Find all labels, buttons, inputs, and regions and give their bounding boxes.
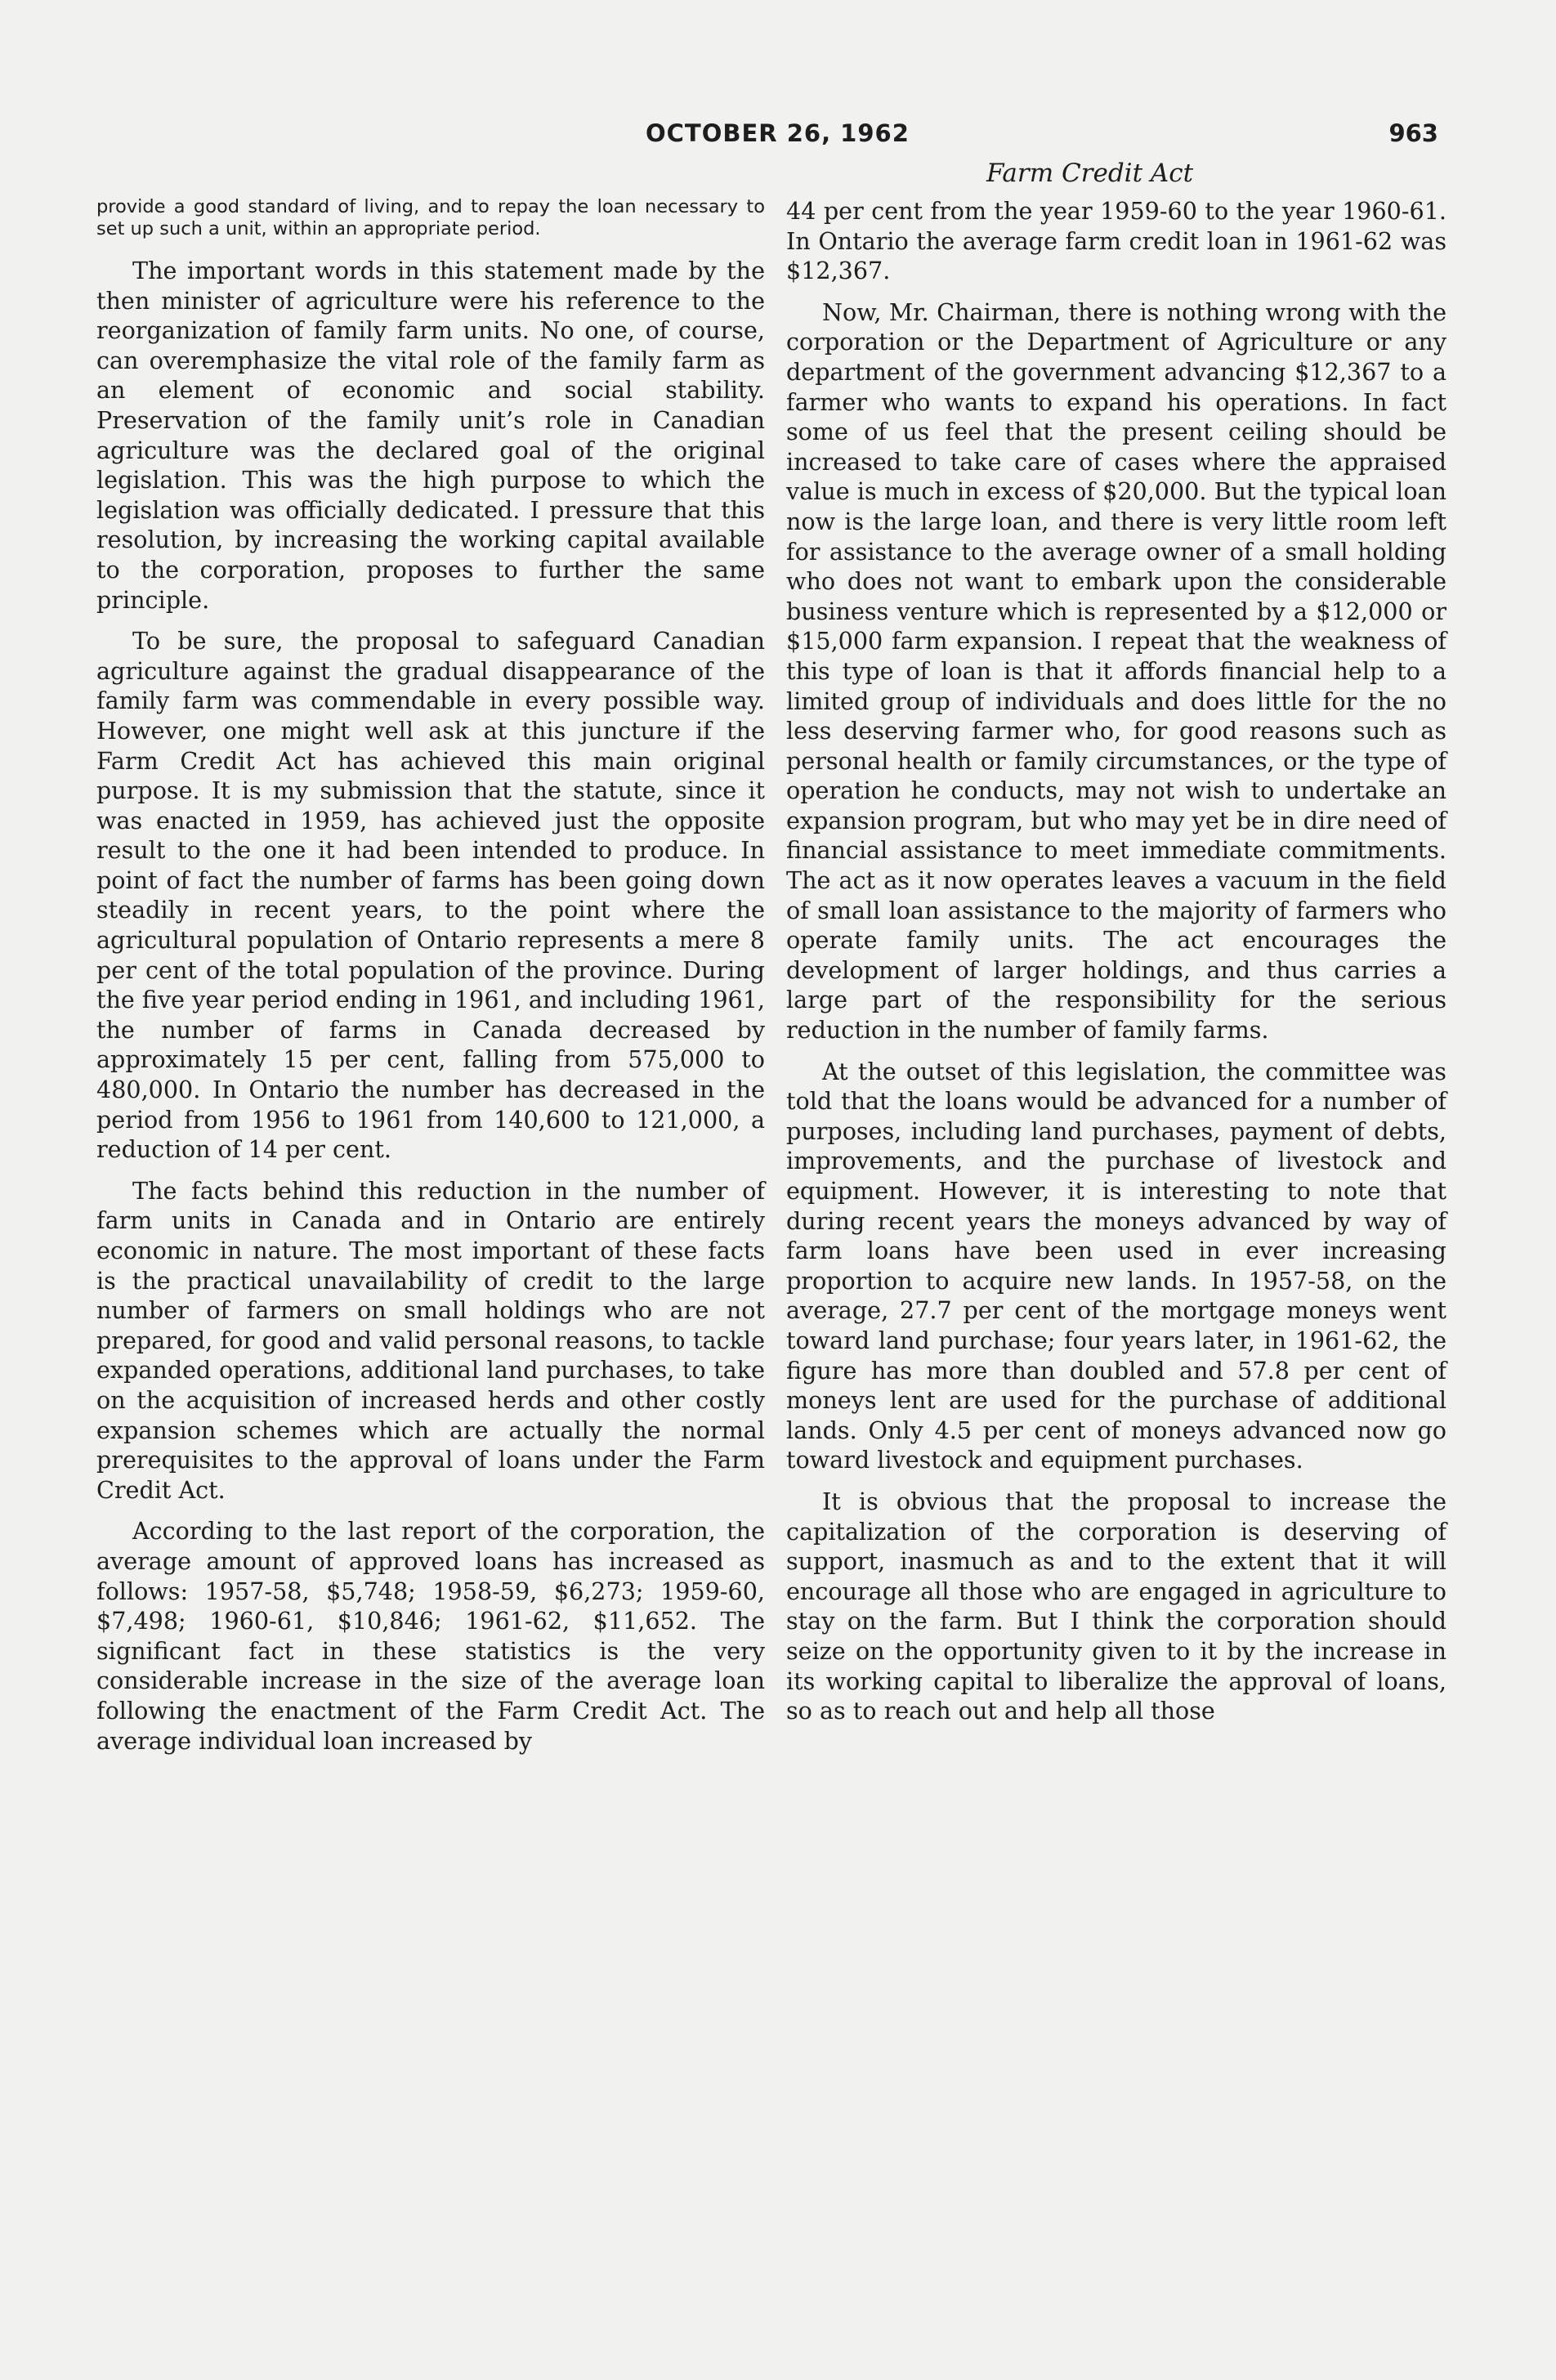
left-column [96,196,765,1767]
quoted-text: provide a good standard of living, and to repay the loan necessary to set up such a unit, within an appropriate period. [96,196,765,239]
paragraph: Now, Mr. Chairman, there is nothing wrong with the corporation or the Department of Agriculture or any department of the government advancing $12,367 to a farmer who wants to expand his operations. In fact some of us feel that the present ceiling should be increased to take care of cases where the appraised value is much in excess of $20,000. But the typical loan now is the large loan, and there is very little room left for assistance to the average owner of a small holding who does not want to embark upon the considerable business venture which is represented by a $12,000 or $15,000 farm expansion. I repeat that the weakness of this type of loan is that it affords financial help to a limited group of individuals and does little for the no less deserving farmer who, for good reasons such as personal health or family circumstances, or the type of operation he conducts, may not wish to undertake an expansion program, but who may yet be in dire need of financial assistance to meet immediate commitments. The act as it now operates leaves a vacuum in the field of small loan assistance to the majority of farmers who operate family units. The act encourages the development of larger holdings, and thus carries a large part of the responsibility for the serious reduction in the number of family farms. [786,298,1446,1045]
page-number: 963 [1388,119,1438,147]
paragraph: The important words in this statement made by the then minister of agriculture were his reference to the reorganization of family farm units. No one, of course, can overemphasize the vital role of the family farm as an element of economic and social stability. Preservation of the family unit’s role in Canadian agriculture was the declared goal of the original legislation. This was the high purpose to which the legislation was officially dedicated. I pressure that this resolution, by increasing the working capital available to the corporation, proposes to further the same principle. [96,257,765,614]
paragraph: It is obvious that the proposal to increase the capitalization of the corporation is deserving of support, inasmuch as and to the extent that it will encourage all those who are engaged in agriculture to stay on the farm. But I think the corporation should seize on the opportunity given to it by the increase in its working capital to liberalize the approval of loans, so as to reach out and help all those [786,1487,1446,1725]
paragraph: At the outset of this legislation, the committee was told that the loans would be advanced for a number of purposes, including land purchases, payment of debts, improvements, and the purchase of livestock and equipment. However, it is interesting to note that during recent years the moneys advanced by way of farm loans have been used in ever increasing proportion to acquire new lands. In 1957-58, on the average, 27.7 per cent of the mortgage moneys went toward land purchase; four years later, in 1961-62, the figure has more than doubled and 57.8 per cent of moneys lent are used for the purchase of additional lands. Only 4.5 per cent of moneys advanced now go toward livestock and equipment purchases. [786,1057,1446,1474]
paragraph: To be sure, the proposal to safeguard Canadian agriculture against the gradual disappearance of the family farm was commendable in every possible way. However, one might well ask at this juncture if the Farm Credit Act has achieved this main original purpose. It is my submission that the statute, since it was enacted in 1959, has achieved just the opposite result to the one it had been intended to produce. In point of fact the number of farms has been going down steadily in recent years, to the point where the agricultural population of Ontario represents a mere 8 per cent of the total population of the province. During the five year period ending in 1961, and including 1961, the number of farms in Canada decreased by approximately 15 per cent, falling from 575,000 to 480,000. In Ontario the number has decreased in the period from 1956 to 1961 from 140,600 to 121,000, a reduction of 14 per cent. [96,627,765,1164]
page-header-subject: Farm Credit Act [986,159,1194,188]
page-header-date: OCTOBER 26, 1962 [646,119,910,147]
right-column [786,196,1446,1738]
paragraph: The facts behind this reduction in the number of farm units in Canada and in Ontario are entirely economic in nature. The most important of these facts is the practical unavailability of credit to the large number of farmers on small holdings who are not prepared, for good and valid personal reasons, to tackle expanded operations, additional land purchases, to take on the acquisition of increased herds and other costly expansion schemes which are actually the normal prerequisites to the approval of loans under the Farm Credit Act. [96,1176,765,1504]
paragraph: According to the last report of the corporation, the average amount of approved loans has increased as follows: 1957-58, $5,748; 1958-59, $6,273; 1959-60, $7,498; 1960-61, $10,846; 1961-62, $11,652. The significant fact in these statistics is the very considerable increase in the size of the average loan following the enactment of the Farm Credit Act. The average individual loan increased by [96,1517,765,1755]
paragraph-continued: 44 per cent from the year 1959-60 to the year 1960-61. In Ontario the average farm credit loan in 1961-62 was $12,367. [786,197,1446,285]
